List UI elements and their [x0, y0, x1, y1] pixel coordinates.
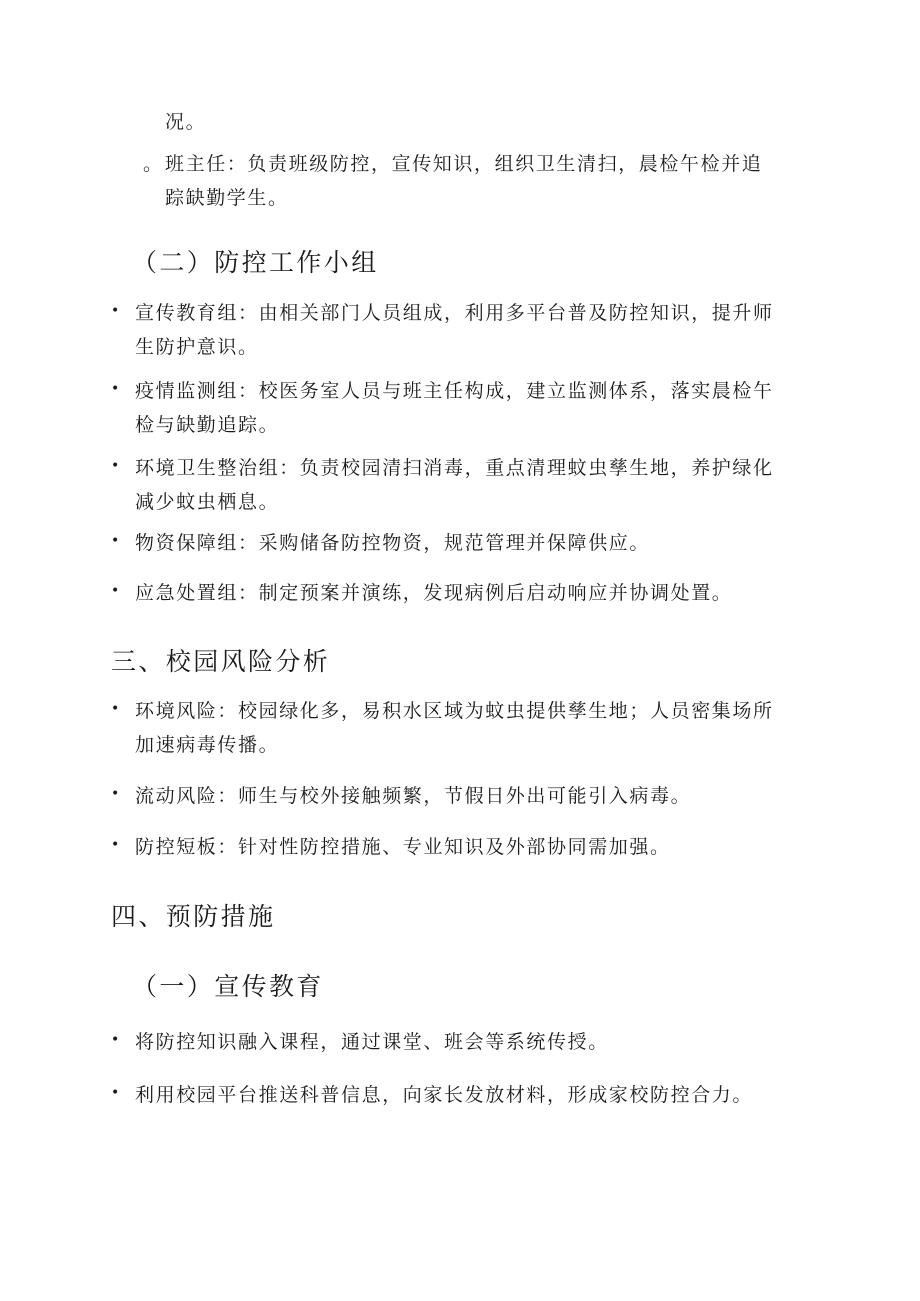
- list-item-text: 环境卫生整治组：负责校园清扫消毒，重点清理蚊虫孳生地，养护绿化 减少蚊虫栖息。: [135, 457, 774, 513]
- list-item-text: 流动风险：师生与校外接触频繁，节假日外出可能引入病毒。: [135, 785, 692, 807]
- class-teacher-line-2: 踪缺勤学生。: [165, 187, 289, 209]
- sub-heading-publicity-education: （一）宣传教育: [132, 972, 324, 1001]
- bullet-icon: •: [111, 458, 120, 474]
- bullet-icon: •: [111, 1032, 120, 1048]
- bullet-icon: •: [111, 1085, 120, 1101]
- section-heading-control-groups: （二）防控工作小组: [132, 248, 379, 277]
- list-item-text: 物资保障组：采购储备防控物资，规范管理并保障供应。: [135, 532, 651, 554]
- continuation-line: 况。: [165, 111, 207, 133]
- list-item-text: 环境风险：校园绿化多，易积水区域为蚊虫提供孳生地；人员密集场所 加速病毒传播。: [135, 700, 774, 756]
- sub-bullet: 。: [143, 153, 163, 175]
- section-heading-preventive-measures: 四、预防措施: [111, 902, 276, 931]
- bullet-icon: •: [111, 303, 120, 319]
- section-heading-risk-analysis: 三、校园风险分析: [111, 647, 331, 676]
- class-teacher-line-1: 班主任：负责班级防控，宣传知识，组织卫生清扫，晨检午检并追: [165, 153, 763, 175]
- list-item-text: 应急处置组：制定预案并演练，发现病例后启动响应并协调处置。: [135, 582, 733, 604]
- bullet-icon: •: [111, 837, 120, 853]
- bullet-icon: •: [111, 583, 120, 599]
- bullet-icon: •: [111, 786, 120, 802]
- list-item-text: 利用校园平台推送科普信息，向家长发放材料，形成家校防控合力。: [135, 1084, 754, 1106]
- list-item-text: 防控短板：针对性防控措施、专业知识及外部协同需加强。: [135, 836, 671, 858]
- bullet-icon: •: [111, 381, 120, 397]
- list-item-text: 将防控知识融入课程，通过课堂、班会等系统传授。: [135, 1031, 609, 1053]
- list-item-text: 宣传教育组：由相关部门人员组成，利用多平台普及防控知识，提升师 生防护意识。: [135, 302, 774, 358]
- bullet-icon: •: [111, 533, 120, 549]
- bullet-icon: •: [111, 701, 120, 717]
- list-item-text: 疫情监测组：校医务室人员与班主任构成，建立监测体系，落实晨检午 检与缺勤追踪。: [135, 380, 774, 436]
